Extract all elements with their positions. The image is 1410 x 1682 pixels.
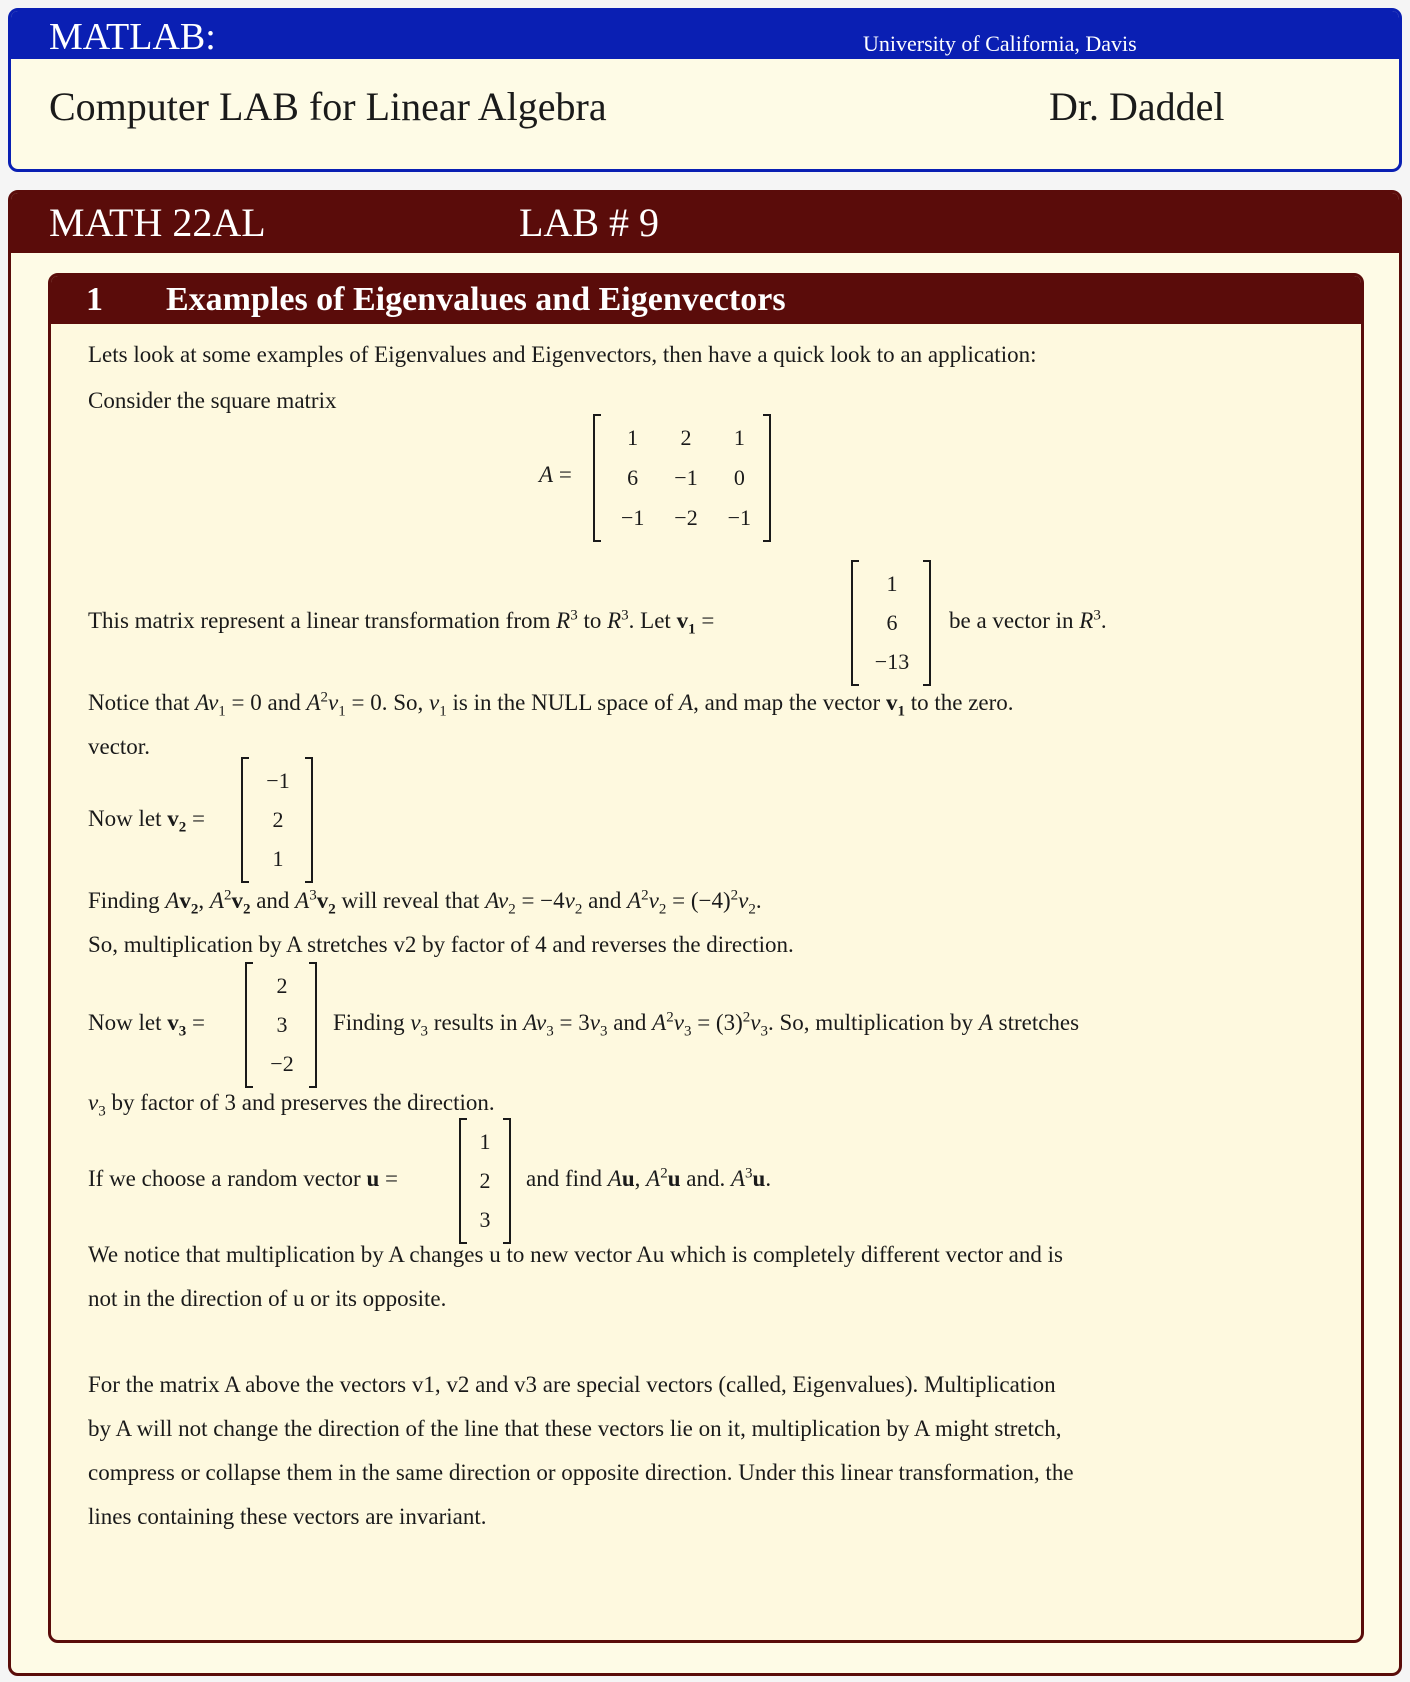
vector-u	[465, 1122, 505, 1240]
course-code: MATH 22AL	[49, 200, 266, 245]
matrix-A-entry: 6	[627, 465, 639, 490]
v3-left-bracket	[245, 962, 253, 1088]
matrix-A	[606, 418, 766, 538]
v1-entry: 6	[886, 609, 898, 635]
final-line-4: lines containing these vectors are invariant.	[88, 1504, 487, 1529]
v1-entry: 1	[886, 570, 898, 596]
final-line-1: For the matrix A above the vectors v1, v2 and v3 are special vectors (called, Eigenvalues). Multiplication	[88, 1372, 1056, 1397]
consider-text: Consider the square matrix	[88, 388, 337, 413]
v3-entry: 3	[276, 1011, 288, 1037]
matrix-A-entry: 1	[627, 425, 639, 450]
v2-entry: −1	[266, 767, 290, 793]
null-space-text: Notice that $Av_1 = 0$ and $A^2v_1 = 0$. So, $v_1$ is in the NULL space of A, and map the vector $v_1$ to the zero.	[88, 689, 1014, 720]
section-number: 1	[86, 281, 103, 318]
u-result-text-2: not in the direction of u or its opposite.	[88, 1286, 447, 1311]
lab-box	[8, 190, 1402, 1676]
v1-text-end: be a vector in $R^3$.	[949, 607, 1107, 633]
u-entry: 1	[479, 1128, 491, 1154]
v1-entry: −13	[874, 649, 910, 675]
v1-text: This matrix represent a linear transformation from $R^3$ to $R^3$. Let $v_1$ =	[88, 607, 715, 638]
v2-result-text-2: So, multiplication by A stretches v2 by factor of 4 and reverses the direction.	[88, 932, 794, 957]
lab-subtitle: Computer LAB for Linear Algebra	[49, 84, 607, 129]
section-box	[48, 273, 1364, 1643]
vector-v1	[859, 564, 925, 682]
v2-entry: 1	[272, 846, 284, 872]
v2-entry: 2	[272, 806, 284, 832]
matrix-A-entry: 1	[733, 425, 745, 450]
section-heading: Examples of Eigenvalues and Eigenvectors	[166, 281, 786, 318]
matrix-A-entry: 0	[733, 465, 745, 490]
v2-result-text: Finding $Av_2$, $A^2v_2$ and $A^3v_2$ will reveal that $Av_2 = -4v_2$ and $A^2v_2 = (-4)^2v_2$.	[88, 887, 762, 918]
v2-left-bracket	[241, 757, 249, 883]
v3-entry: −2	[270, 1051, 294, 1077]
matrix-A-entry: −1	[674, 465, 698, 490]
v3-entry: 2	[276, 972, 288, 998]
university-label: University of California, Davis	[863, 31, 1137, 56]
final-line-2: by A will not change the direction of the line that these vectors lie on it, multiplication by A might stretch,	[88, 1416, 1062, 1441]
title-box	[8, 8, 1402, 172]
lab-number: LAB # 9	[519, 200, 659, 245]
title-bar	[11, 11, 1399, 59]
instructor-name: Dr. Daddel	[1049, 84, 1225, 129]
matlab-title: MATLAB:	[49, 16, 216, 58]
v1-left-bracket	[851, 560, 859, 686]
matrix-A-left-bracket	[593, 414, 601, 542]
matrix-A-entry: 2	[680, 425, 692, 450]
section-header	[51, 276, 1361, 324]
v2-label: Now let $v_2$ =	[88, 806, 205, 836]
lab-bar	[11, 193, 1399, 253]
u-entry: 2	[479, 1167, 491, 1193]
u-entry: 3	[479, 1207, 491, 1233]
v3-result-text: Finding $v_3$ results in $Av_3 = 3v_3$ and $A^2v_3 = (3)^2v_3$. So, multiplication by A stretches	[333, 1009, 1080, 1040]
matrix-A-entry: −2	[674, 505, 698, 530]
u-label: If we choose a random vector u =	[88, 1166, 398, 1191]
null-space-text-2: vector.	[88, 734, 150, 759]
vector-v2	[249, 761, 307, 879]
matrix-A-label: A =	[539, 462, 572, 487]
vector-v3	[253, 966, 311, 1084]
intro-text: Lets look at some examples of Eigenvalues and Eigenvectors, then have a quick look to an application:	[88, 342, 1037, 367]
v3-label: Now let $v_3$ =	[88, 1010, 205, 1040]
v3-result-text-2: $v_3$ by factor of 3 and preserves the direction.	[88, 1090, 495, 1120]
matrix-A-entry: −1	[620, 505, 645, 530]
final-line-3: compress or collapse them in the same direction or opposite direction. Under this linear transformation, the	[88, 1460, 1074, 1485]
u-result-text: We notice that multiplication by A changes u to new vector Au which is completely different vector and is	[88, 1242, 1063, 1267]
u-text-end: and find Au, $A^2u$ and. $A^3u$.	[526, 1165, 772, 1191]
matrix-A-entry: −1	[727, 505, 752, 530]
